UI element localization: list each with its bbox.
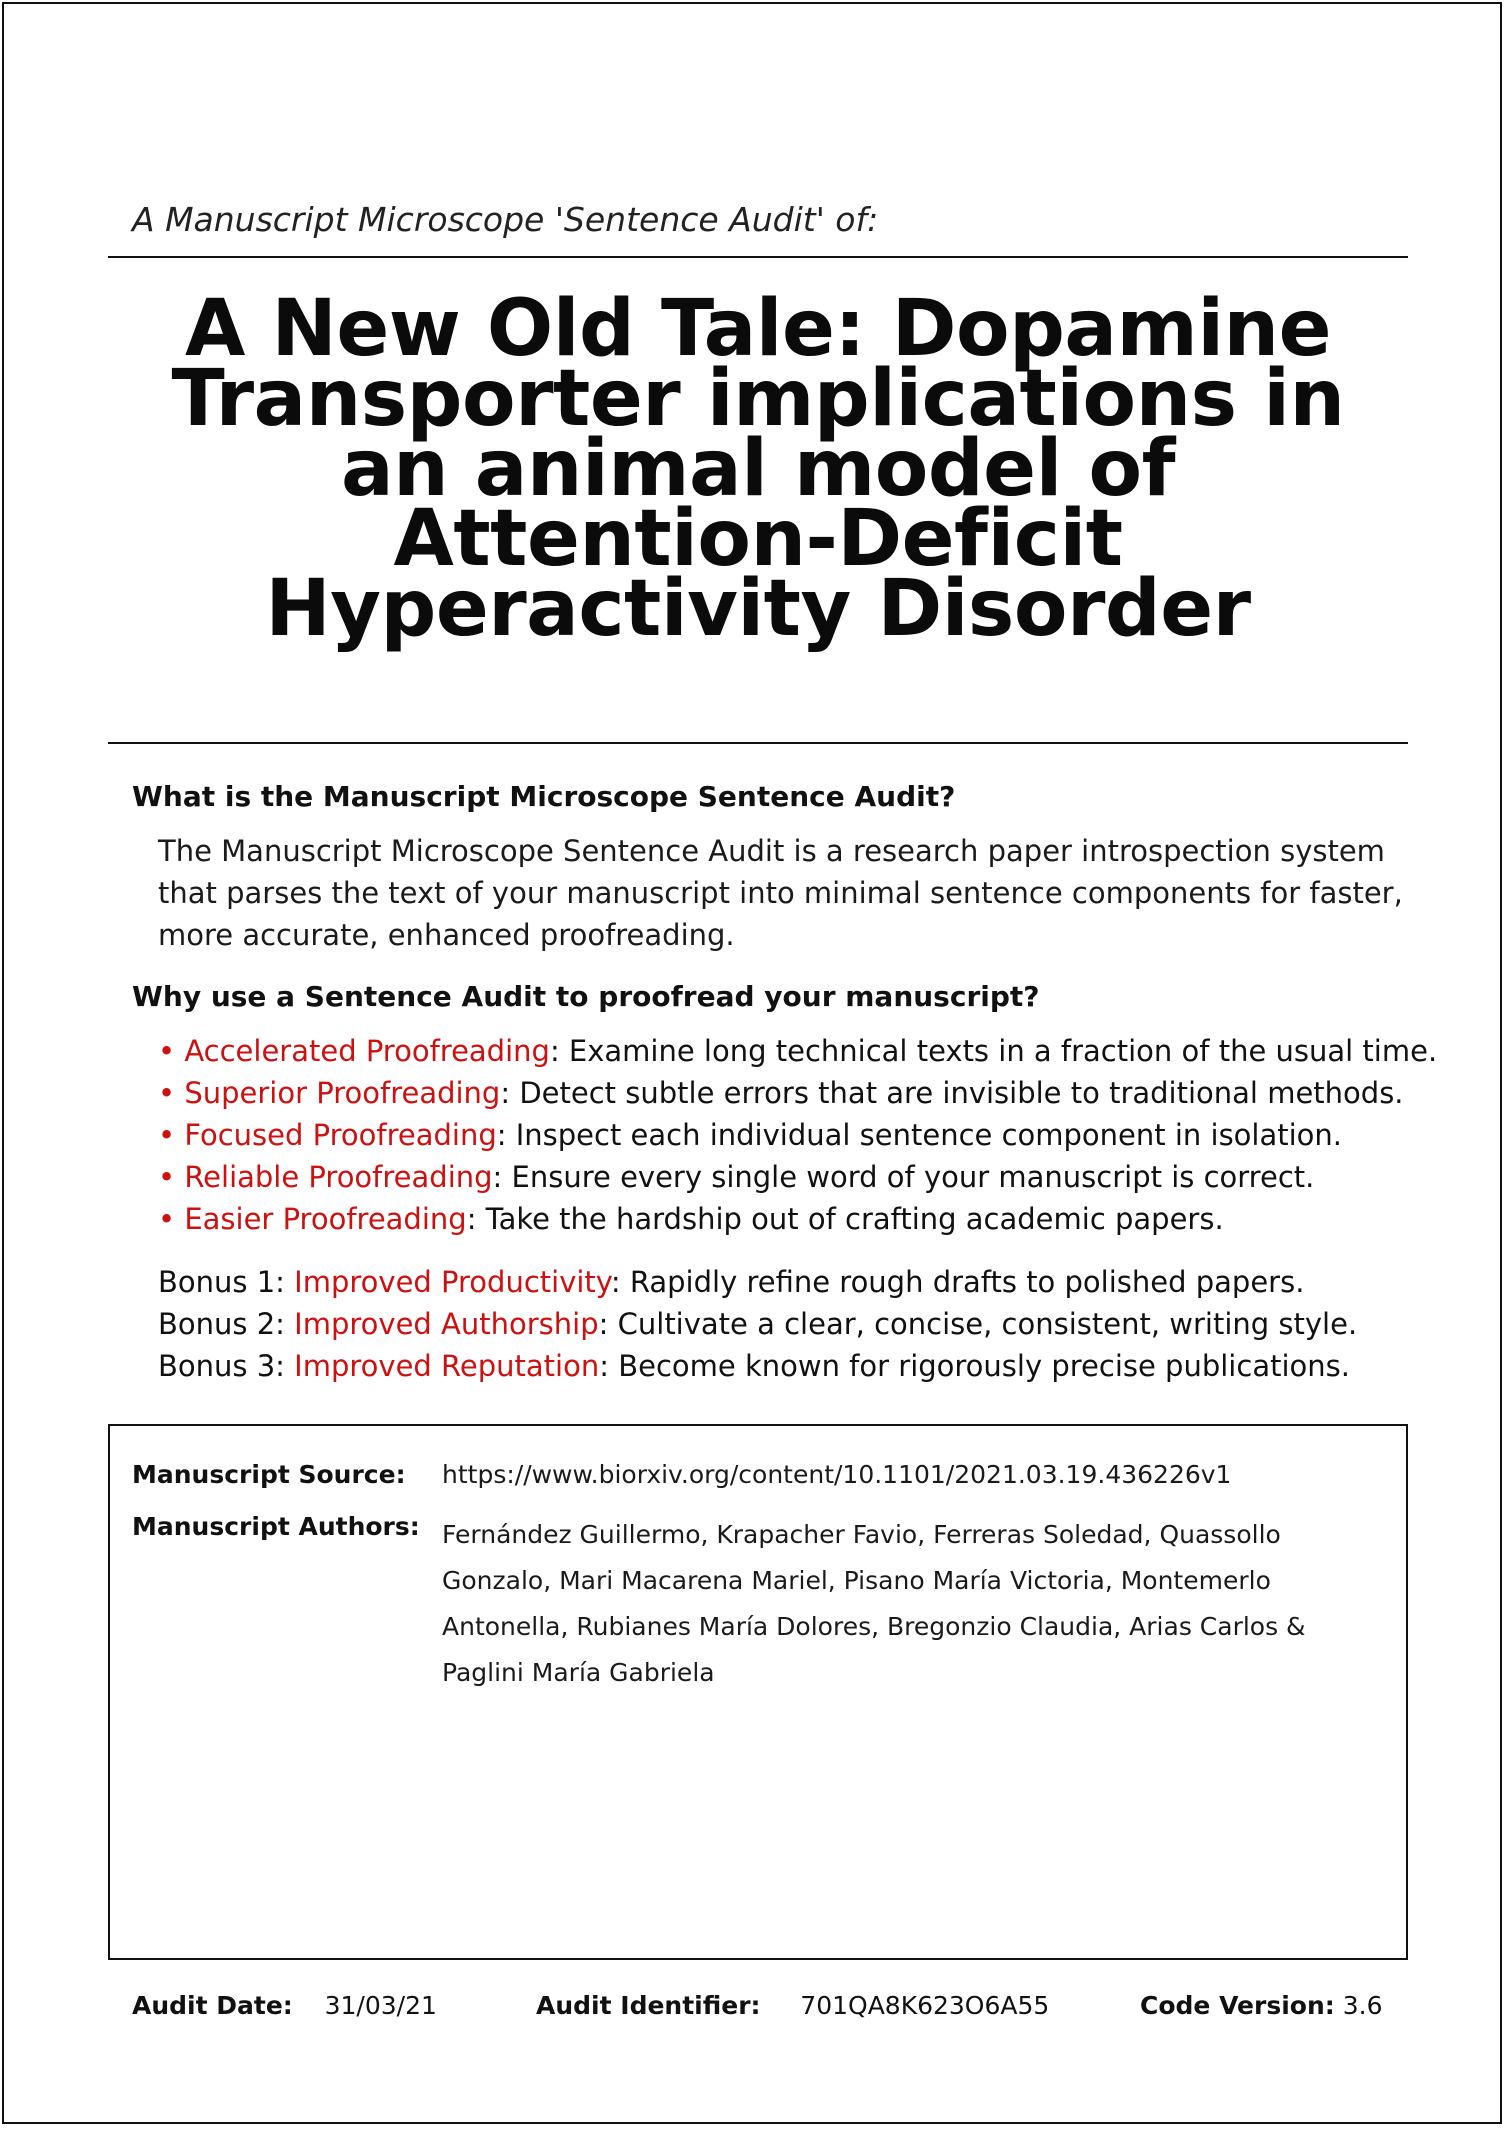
code-version-value: 3.6: [1342, 1991, 1383, 2020]
title-line: Hyperactivity Disorder: [265, 564, 1251, 654]
bonus-list: [158, 1261, 1357, 1387]
authors-value: [442, 1512, 1306, 1696]
audit-identifier-label: Audit Identifier:: [536, 1991, 761, 2020]
authors-line: Antonella, Rubianes María Dolores, Bregonzio Claudia, Arias Carlos &: [442, 1612, 1306, 1641]
bonus-label: Improved Reputation: [294, 1349, 600, 1383]
benefit-label: Accelerated Proofreading: [184, 1034, 550, 1068]
benefit-label: Reliable Proofreading: [184, 1160, 493, 1194]
benefit-text: : Ensure every single word of your manuscript is correct.: [492, 1160, 1315, 1194]
bonus-item: [158, 1261, 1357, 1303]
bonus-prefix: Bonus 2:: [158, 1307, 295, 1341]
benefit-item: • Focused Proofreading: Inspect each individual sentence component in isolation.: [158, 1118, 1343, 1152]
bonus-label: Improved Authorship: [294, 1307, 599, 1341]
code-version-label: Code Version:: [1140, 1991, 1335, 2020]
audit-date-value: 31/03/21: [324, 1991, 437, 2020]
title-line: Transporter implications in: [171, 354, 1345, 444]
paragraph-line: more accurate, enhanced proofreading.: [158, 918, 735, 952]
code-version: [1140, 1991, 1382, 2020]
benefit-item: • Accelerated Proofreading: Examine long technical texts in a fraction of the usual time.: [158, 1034, 1438, 1068]
authors-line: Fernández Guillermo, Krapacher Favio, Ferreras Soledad, Quassollo: [442, 1520, 1281, 1549]
benefit-label: Focused Proofreading: [184, 1118, 497, 1152]
title-line: Attention-Deficit: [393, 494, 1123, 584]
benefit-label: Easier Proofreading: [184, 1202, 467, 1236]
title-line: an animal model of: [340, 424, 1176, 514]
benefits-list: [158, 1030, 1437, 1240]
benefit-text: : Examine long technical texts in a fraction of the usual time.: [549, 1034, 1438, 1068]
benefit-text: : Take the hardship out of crafting academic papers.: [466, 1202, 1224, 1236]
bonus-prefix: Bonus 3:: [158, 1349, 295, 1383]
what-paragraph: [158, 830, 1408, 956]
top-divider: [108, 256, 1408, 258]
benefit-item: • Superior Proofreading: Detect subtle errors that are invisible to traditional methods.: [158, 1076, 1404, 1110]
why-heading: Why use a Sentence Audit to proofread your manuscript?: [132, 980, 1040, 1013]
bonus-text: : Rapidly refine rough drafts to polished papers.: [610, 1265, 1305, 1299]
benefit-label: Superior Proofreading: [184, 1076, 501, 1110]
paragraph-line: that parses the text of your manuscript into minimal sentence components for faster,: [158, 876, 1403, 910]
source-link[interactable]: https://www.biorxiv.org/content/10.1101/2021.03.19.436226v1: [442, 1460, 1232, 1489]
manuscript-info-box: [108, 1424, 1408, 1960]
audit-identifier-value: 701QA8K623O6A55: [800, 1991, 1050, 2020]
bonus-label: Improved Productivity: [294, 1265, 611, 1299]
authors-line: Paglini María Gabriela: [442, 1658, 715, 1687]
benefit-item: • Easier Proofreading: Take the hardship out of crafting academic papers.: [158, 1202, 1224, 1236]
benefit-text: : Inspect each individual sentence component in isolation.: [496, 1118, 1343, 1152]
paragraph-line: The Manuscript Microscope Sentence Audit is a research paper introspection system: [158, 834, 1385, 868]
audit-identifier: [536, 1991, 1049, 2020]
document-page: [2, 2, 1502, 2124]
audit-date-label: Audit Date:: [132, 1991, 293, 2020]
bonus-item: [158, 1345, 1357, 1387]
what-heading: What is the Manuscript Microscope Sentence Audit?: [132, 780, 956, 813]
source-label: Manuscript Source:: [132, 1460, 406, 1489]
bonus-text: : Cultivate a clear, concise, consistent, writing style.: [598, 1307, 1358, 1341]
authors-line: Gonzalo, Mari Macarena Mariel, Pisano María Victoria, Montemerlo: [442, 1566, 1271, 1595]
benefit-text: : Detect subtle errors that are invisible to traditional methods.: [500, 1076, 1404, 1110]
authors-label: Manuscript Authors:: [132, 1512, 420, 1541]
benefit-item: • Reliable Proofreading: Ensure every single word of your manuscript is correct.: [158, 1160, 1315, 1194]
bonus-prefix: Bonus 1:: [158, 1265, 295, 1299]
bonus-item: [158, 1303, 1357, 1345]
title-divider: [108, 742, 1408, 744]
audit-date: [132, 1991, 437, 2020]
audit-kicker: A Manuscript Microscope 'Sentence Audit' of:: [132, 200, 879, 239]
paper-title: [108, 284, 1408, 654]
bonus-text: : Become known for rigorously precise publications.: [599, 1349, 1350, 1383]
title-line: A New Old Tale: Dopamine: [185, 284, 1331, 374]
